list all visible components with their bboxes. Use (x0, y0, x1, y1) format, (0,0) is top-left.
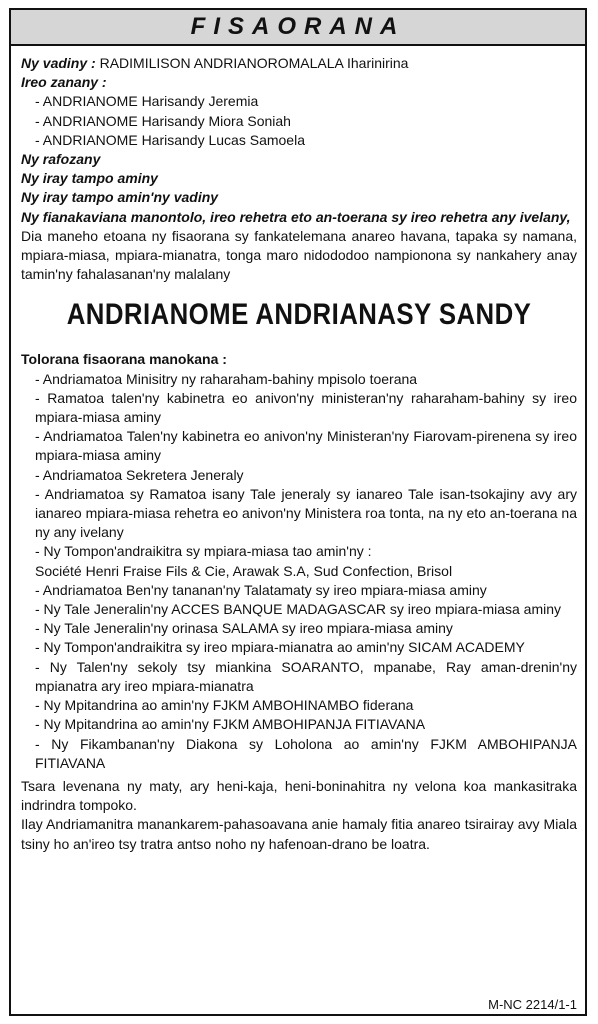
zanany-label: Ireo zanany : (21, 74, 107, 91)
tolorana-item: - Ny Tompon'andraikitra sy mpiara-miasa tao amin'ny : (35, 543, 372, 560)
zanany-item: - ANDRIANOME Harisandy Miora Soniah (35, 112, 291, 129)
tolorana-item: - Andriamatoa Ben'ny tananan'ny Talatamaty sy ireo mpiara-miasa aminy (35, 581, 487, 598)
tolorana-item: - Andriamatoa sy Ramatoa isany Tale jeneraly sy ianareo Tale isan-tsokajiny avy ary ianareo mpiara-miasa rehetra eo anivon'ny Ministera roa tonta, na ny eto an-toerana na ny any ivelany (35, 485, 577, 541)
tolorana-item: - Ny Tompon'andraikitra sy ireo mpiara-mianatra ao amin'ny SICAM ACADEMY (35, 639, 525, 656)
reference-code: M-NC 2214/1-1 (488, 997, 577, 1012)
notice-frame (9, 8, 587, 1016)
tolorana-item: - Ny Mpitandrina ao amin'ny FJKM AMBOHINAMBO fiderana (35, 697, 414, 714)
closing-paragraph-2: Ilay Andriamanitra manankarem-pahasoavana anie hamaly fitia anareo tsirairay avy Miala tsiny ho an'ireo tsy tratra antso noho ny hafenoan-drano be loatra. (21, 816, 577, 852)
rafozany-line: Ny rafozany (21, 151, 101, 168)
deceased-name: ANDRIANOME ANDRIANASY SANDY (66, 298, 532, 332)
notice-title: FISAORANA (190, 13, 406, 40)
tolorana-item: - Ny Tale Jeneralin'ny orinasa SALAMA sy ireo mpiara-miasa aminy (35, 620, 453, 637)
tolorana-item: - Ny Fikambanan'ny Diakona sy Loholona ao amin'ny FJKM AMBOHIPANJA FITIAVANA (35, 735, 577, 771)
title-bar (11, 10, 585, 46)
intro-paragraph: Dia maneho etoana ny fisaorana sy fankatelemana anareo havana, tapaka sy namana, mpiara-miasa, mpiara-mianatra, tonga maro nidododoo nampionona sy nankahery anay tamin'ny fahalasanan'ny malalany (21, 227, 577, 283)
tolorana-item: - Ny Mpitandrina ao amin'ny FJKM AMBOHIPANJA FITIAVANA (35, 716, 426, 733)
tampo-vadiny-line: Ny iray tampo amin'ny vadiny (21, 189, 219, 206)
vadiny-line (21, 54, 577, 73)
tolorana-item: - Andriamatoa Sekretera Jeneraly (35, 466, 244, 483)
vadiny-label: Ny vadiny : (21, 55, 96, 71)
notice-body (21, 54, 577, 854)
tolorana-item: Société Henri Fraise Fils & Cie, Arawak S.A, Sud Confection, Brisol (35, 562, 453, 579)
tolorana-label: Tolorana fisaorana manokana : (21, 351, 227, 368)
vadiny-name: RADIMILISON ANDRIANOROMALALA Iharinirina (99, 55, 409, 71)
zanany-item: - ANDRIANOME Harisandy Lucas Samoela (35, 131, 305, 148)
tolorana-item: - Ny Talen'ny sekoly tsy miankina SOARANTO, mpanabe, Ray aman-drenin'ny mpianatra ary ireo mpiara-mianatra (35, 658, 577, 694)
tolorana-item: - Andriamatoa Minisitry ny raharaham-bahiny mpisolo toerana (35, 370, 418, 387)
zanany-item: - ANDRIANOME Harisandy Jeremia (35, 93, 259, 110)
fianakaviana-line: Ny fianakaviana manontolo, ireo rehetra eto an-toerana sy ireo rehetra any ivelany, (21, 208, 571, 225)
tolorana-item: - Andriamatoa Talen'ny kabinetra eo anivon'ny Ministeran'ny Fiarovam-pirenena sy ireo mpiara-miasa aminy (35, 428, 577, 464)
tolorana-item: - Ny Tale Jeneralin'ny ACCES BANQUE MADAGASCAR sy ireo mpiara-miasa aminy (35, 601, 562, 618)
closing-paragraph-1: Tsara levenana ny maty, ary heni-kaja, heni-boninahitra ny velona koa mankasitraka indrindra tompoko. (21, 777, 577, 814)
tolorana-item: - Ramatoa talen'ny kabinetra eo anivon'ny ministeran'ny raharaham-bahiny sy ireo mpiara-miasa aminy (35, 389, 577, 426)
tampo-line: Ny iray tampo aminy (21, 170, 158, 187)
